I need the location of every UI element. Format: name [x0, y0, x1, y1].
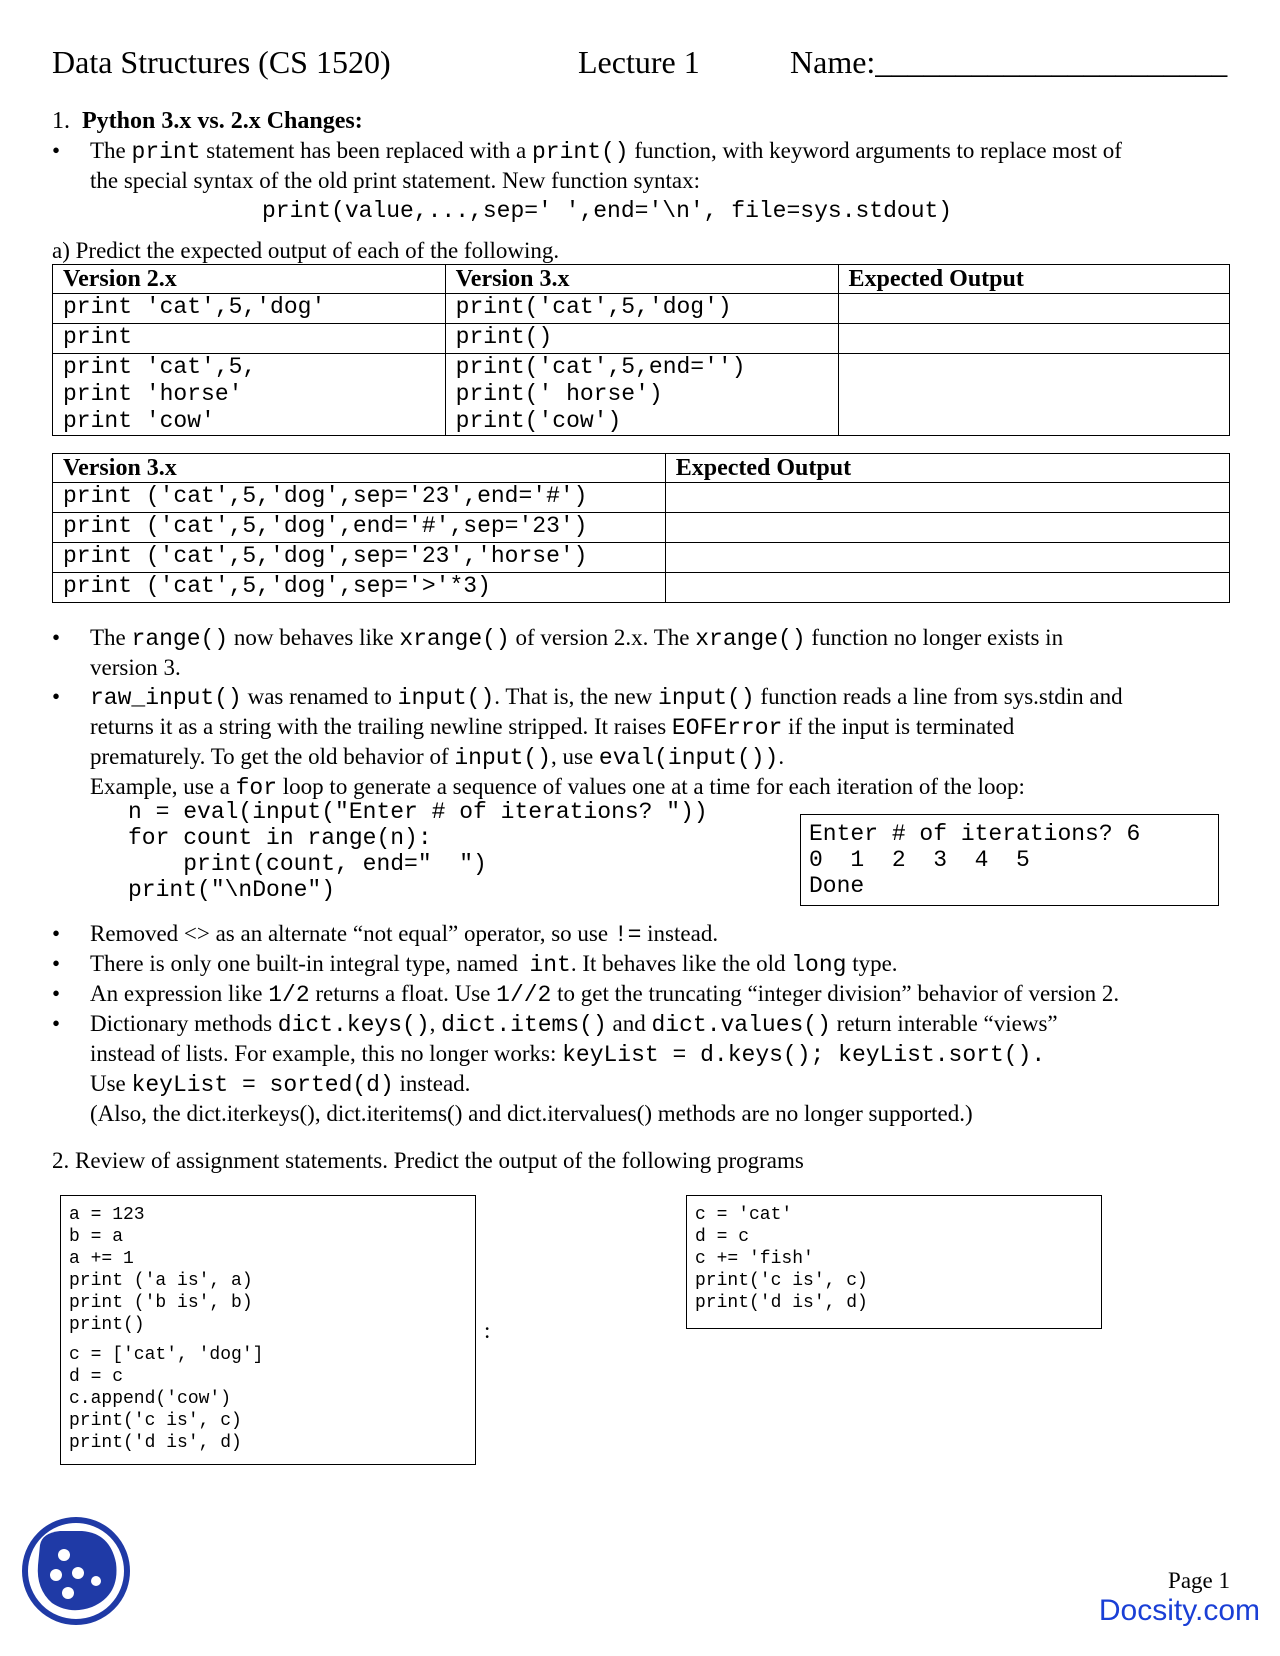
code-span: print(): [531, 139, 629, 165]
text-span: , use: [551, 744, 599, 769]
table-row: [53, 324, 1230, 354]
code-span: long: [791, 952, 847, 978]
code-span: dict.items(): [441, 1012, 607, 1038]
text-span: was renamed to: [241, 684, 398, 709]
code-listing-strings: c = 'cat' d = c c += 'fish' print('c is', c) print('d is', d): [695, 1205, 868, 1313]
int-bullet: [90, 949, 898, 980]
text-span: . That is, the new: [494, 684, 659, 709]
section-2-heading: 2. Review of assignment statements. Predict the output of the following programs: [52, 1148, 804, 1173]
text-span: now behaves like: [228, 625, 400, 650]
code-span: xrange(): [695, 626, 806, 652]
code-span: keyList = sorted(d): [131, 1072, 394, 1098]
range-bullet-line1: [90, 623, 1063, 654]
text-span: returns it as a string with the trailing newline stripped. It raises: [90, 714, 672, 739]
dict-bullet-line3: [90, 1069, 470, 1100]
table-cell: print: [53, 324, 446, 354]
text-span: There is only one built-in integral type, named: [90, 951, 530, 976]
bullet-marker: •: [52, 625, 61, 650]
text-span: to get the truncating “integer division” behavior of version 2.: [551, 981, 1120, 1006]
dict-bullet-line4: (Also, the dict.iterkeys(), dict.iteritems() and dict.itervalues() methods are no longer supported.): [90, 1101, 973, 1126]
page-number: Page 1: [1168, 1568, 1230, 1593]
example-output-box: [800, 814, 1219, 906]
expected-output-cell[interactable]: [665, 573, 1229, 603]
version-comparison-table: [52, 264, 1230, 436]
text-span: type.: [846, 951, 898, 976]
table-row: [53, 513, 1230, 543]
text-span: of version 2.x. The: [509, 625, 696, 650]
bullet-marker: •: [52, 1011, 61, 1036]
bullet-marker: •: [52, 921, 61, 946]
code-span: for: [235, 775, 278, 801]
section-title: Python 3.x vs. 2.x Changes:: [82, 108, 363, 134]
text-span: instead of lists. For example, this no longer works:: [90, 1041, 563, 1066]
table-row: [53, 573, 1230, 603]
range-bullet-line2: version 3.: [90, 655, 181, 680]
stray-colon: :: [484, 1318, 491, 1343]
text-span: Use: [90, 1071, 132, 1096]
expected-output-cell[interactable]: [838, 294, 1230, 324]
example-output-text: Enter # of iterations? 6 0 1 2 3 4 5 Done: [809, 821, 1141, 899]
code-span: print: [131, 139, 201, 165]
table-cell: print ('cat',5,'dog',sep='23','horse'): [53, 543, 666, 573]
code-span: input(): [454, 745, 551, 771]
table-row: [53, 483, 1230, 513]
code-span: !=: [613, 922, 642, 948]
table-cell: print ('cat',5,'dog',end='#',sep='23'): [53, 513, 666, 543]
table-cell: print ('cat',5,'dog',sep='23',end='#'): [53, 483, 666, 513]
code-span: input(): [658, 685, 755, 711]
example-code-block: n = eval(input("Enter # of iterations? ")) for count in range(n): print(count, end=" ") print("\nDone"): [128, 799, 708, 903]
text-span: Removed <> as an alternate “not equal” operator, so use: [90, 921, 614, 946]
text-span: Dictionary methods: [90, 1011, 278, 1036]
input-bullet-line1: [90, 682, 1123, 713]
expected-output-cell[interactable]: [665, 483, 1229, 513]
column-header: Expected Output: [665, 454, 1229, 483]
bullet-marker: •: [52, 951, 61, 976]
assignment-code-right: [686, 1195, 1102, 1329]
text-span: returns a float. Use: [309, 981, 497, 1006]
name-field-label: Name:______________________: [790, 44, 1228, 80]
print-keyword-table: [52, 453, 1230, 603]
input-bullet-line3: [90, 742, 784, 773]
column-header: Version 3.x: [445, 265, 838, 294]
text-span: function, with keyword arguments to replace most of: [628, 138, 1122, 163]
table-header-row: [53, 454, 1230, 483]
division-bullet: [90, 979, 1119, 1010]
text-span: .: [778, 744, 785, 769]
table-row: [53, 354, 1230, 436]
print-syntax: print(value,...,sep=' ',end='\n', file=sys.stdout): [262, 198, 953, 224]
text-span: if the input is terminated: [782, 714, 1015, 739]
text-span: The: [90, 138, 132, 163]
text-span: loop to generate a sequence of values one at a time for each iteration of the loop:: [277, 774, 1025, 799]
section-1-heading: [52, 106, 363, 136]
docsity-logo-icon: [20, 1515, 132, 1627]
code-span: input(): [397, 685, 495, 711]
code-span: raw_input(): [90, 685, 242, 711]
column-header: Version 2.x: [53, 265, 446, 294]
table-row: [53, 294, 1230, 324]
print-bullet-line1: [90, 136, 1122, 167]
code-span: int: [529, 952, 571, 978]
column-header: Version 3.x: [53, 454, 666, 483]
input-bullet-line2: [90, 712, 1014, 743]
text-span: The: [90, 625, 132, 650]
expected-output-cell[interactable]: [665, 513, 1229, 543]
text-span: prematurely. To get the old behavior of: [90, 744, 455, 769]
table-row: [53, 543, 1230, 573]
dict-bullet-line1: [90, 1009, 1058, 1040]
code-span: 1//2: [496, 982, 552, 1008]
text-span: Example, use a: [90, 774, 236, 799]
table-header-row: [53, 265, 1230, 294]
text-span: instead.: [393, 1071, 471, 1096]
table-cell: print ('cat',5,'dog',sep='>'*3): [53, 573, 666, 603]
text-span: instead.: [641, 921, 719, 946]
docsity-link[interactable]: Docsity.com: [1098, 1594, 1260, 1627]
code-span: dict.values(): [651, 1012, 831, 1038]
text-span: An expression like: [90, 981, 269, 1006]
expected-output-cell[interactable]: [838, 354, 1230, 436]
code-span: 1/2: [268, 982, 310, 1008]
text-span: . It behaves like the old: [570, 951, 792, 976]
text-span: return interable “views”: [830, 1011, 1058, 1036]
text-span: function reads a line from sys.stdin and: [754, 684, 1123, 709]
expected-output-cell[interactable]: [665, 543, 1229, 573]
code-span: xrange(): [399, 626, 510, 652]
lecture-label: Lecture 1: [578, 44, 700, 80]
course-title: Data Structures (CS 1520): [52, 44, 391, 80]
code-span: eval(input()): [598, 745, 779, 771]
column-header: Expected Output: [838, 265, 1230, 294]
bullet-marker: •: [52, 138, 61, 163]
text-span: ,: [429, 1011, 442, 1036]
section-number: 1.: [52, 108, 70, 134]
neq-bullet: [90, 919, 718, 950]
print-bullet-line2: the special syntax of the old print statement. New function syntax:: [90, 168, 700, 193]
text-span: and: [606, 1011, 652, 1036]
bullet-marker: •: [52, 981, 61, 1006]
table-cell: print('cat',5,end='') print(' horse') print('cow'): [445, 354, 838, 436]
code-listing-ints: a = 123 b = a a += 1 print ('a is', a) print ('b is', b) print(): [69, 1205, 253, 1335]
bullet-marker: •: [52, 684, 61, 709]
table-cell: print('cat',5,'dog'): [445, 294, 838, 324]
code-span: EOFError: [671, 715, 783, 741]
code-span: dict.keys(): [277, 1012, 430, 1038]
code-span: keyList = d.keys(); keyList.sort().: [562, 1042, 1046, 1068]
table-cell: print(): [445, 324, 838, 354]
code-span: range(): [131, 626, 229, 652]
table-cell: print 'cat',5,'dog': [53, 294, 446, 324]
dict-bullet-line2: [90, 1039, 1045, 1070]
expected-output-cell[interactable]: [838, 324, 1230, 354]
code-listing-lists: c = ['cat', 'dog'] d = c c.append('cow') print('c is', c) print('d is', d): [69, 1345, 264, 1453]
text-span: statement has been replaced with a: [200, 138, 532, 163]
text-span: function no longer exists in: [805, 625, 1064, 650]
part-a-prompt: a) Predict the expected output of each of the following.: [52, 238, 560, 263]
table-cell: print 'cat',5, print 'horse' print 'cow': [53, 354, 446, 436]
assignment-code-left: [60, 1195, 476, 1465]
